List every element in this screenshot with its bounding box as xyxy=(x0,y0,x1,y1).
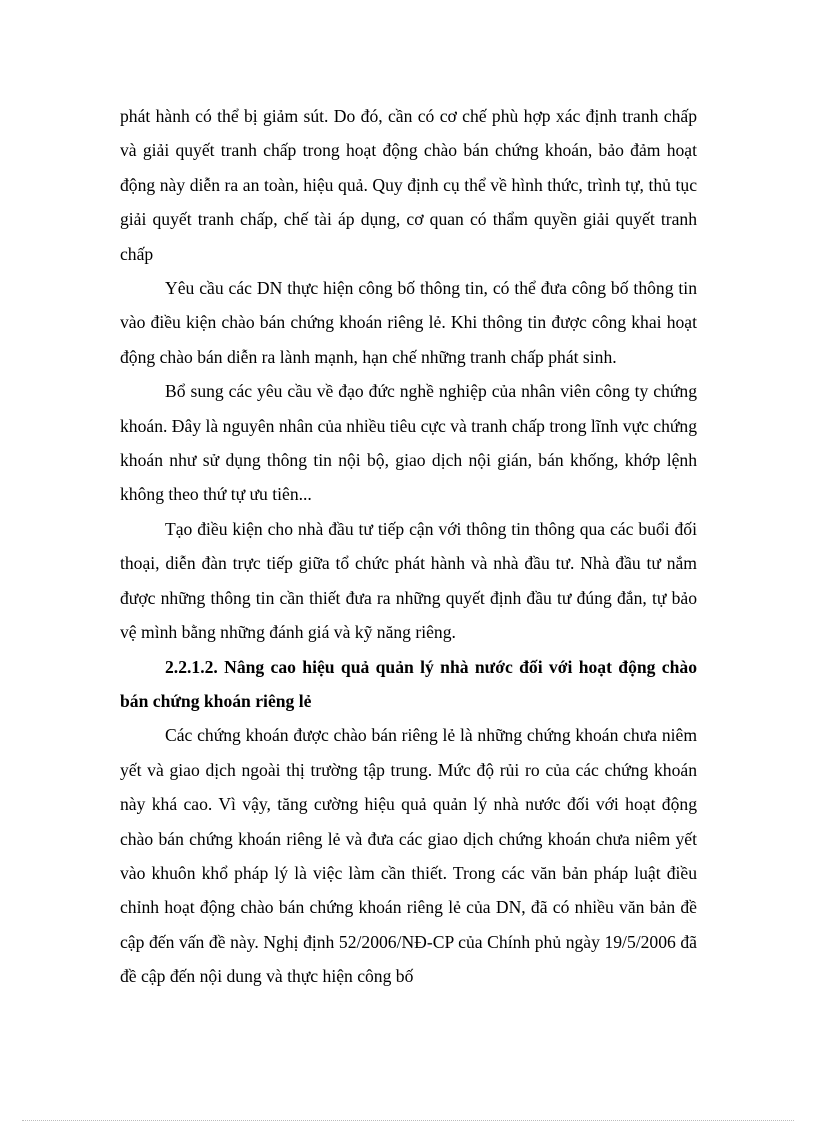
document-page xyxy=(120,99,697,994)
paragraph-professional-ethics: Bổ sung các yêu cầu về đạo đức nghề nghiệp của nhân viên công ty chứng khoán. Đây là nguyên nhân của nhiều tiêu cực và tranh chấp trong lĩnh vực chứng khoán như sử dụng thông tin nội bộ, giao dịch nội gián, bán khống, khớp lệnh không theo thứ tự ưu tiên... xyxy=(120,381,697,505)
paragraph-continuation: phát hành có thể bị giảm sút. Do đó, cần có cơ chế phù hợp xác định tranh chấp và giải quyết tranh chấp trong hoạt động chào bán chứng khoán, bảo đảm hoạt động này diễn ra an toàn, hiệu quả. Quy định cụ thể về hình thức, trình tự, thủ tục giải quyết tranh chấp, chế tài áp dụng, cơ quan có thẩm quyền giải quyết tranh chấp xyxy=(120,106,697,264)
section-heading: 2.2.1.2. Nâng cao hiệu quả quản lý nhà nước đối với hoạt động chào bán chứng khoán riêng lẻ xyxy=(120,656,697,711)
paragraph-state-management: Các chứng khoán được chào bán riêng lẻ là những chứng khoán chưa niêm yết và giao dịch ngoài thị trường tập trung. Mức độ rủi ro của các chứng khoán này khá cao. Vì vậy, tăng cường hiệu quả quản lý nhà nước đối với hoạt động chào bán chứng khoán riêng lẻ và đưa các giao dịch chứng khoán chưa niêm yết vào khuôn khổ pháp lý là việc làm cần thiết. Trong các văn bản pháp luật điều chỉnh hoạt động chào bán chứng khoán riêng lẻ của DN, đã có nhiều văn bản đề cập đến vấn đề này. Nghị định 52/2006/NĐ-CP của Chính phủ ngày 19/5/2006 đã đề cập đến nội dung và thực hiện công bố xyxy=(120,725,697,987)
page-bottom-divider xyxy=(22,1120,794,1121)
paragraph-disclosure-requirement: Yêu cầu các DN thực hiện công bố thông tin, có thể đưa công bố thông tin vào điều kiện chào bán chứng khoán riêng lẻ. Khi thông tin được công khai hoạt động chào bán diễn ra lành mạnh, hạn chế những tranh chấp phát sinh. xyxy=(120,278,697,367)
paragraph-investor-access: Tạo điều kiện cho nhà đầu tư tiếp cận với thông tin thông qua các buổi đối thoại, diễn đàn trực tiếp giữa tổ chức phát hành và nhà đầu tư. Nhà đầu tư nắm được những thông tin cần thiết đưa ra những quyết định đầu tư đúng đắn, tự bảo vệ mình bằng những đánh giá và kỹ năng riêng. xyxy=(120,518,697,643)
